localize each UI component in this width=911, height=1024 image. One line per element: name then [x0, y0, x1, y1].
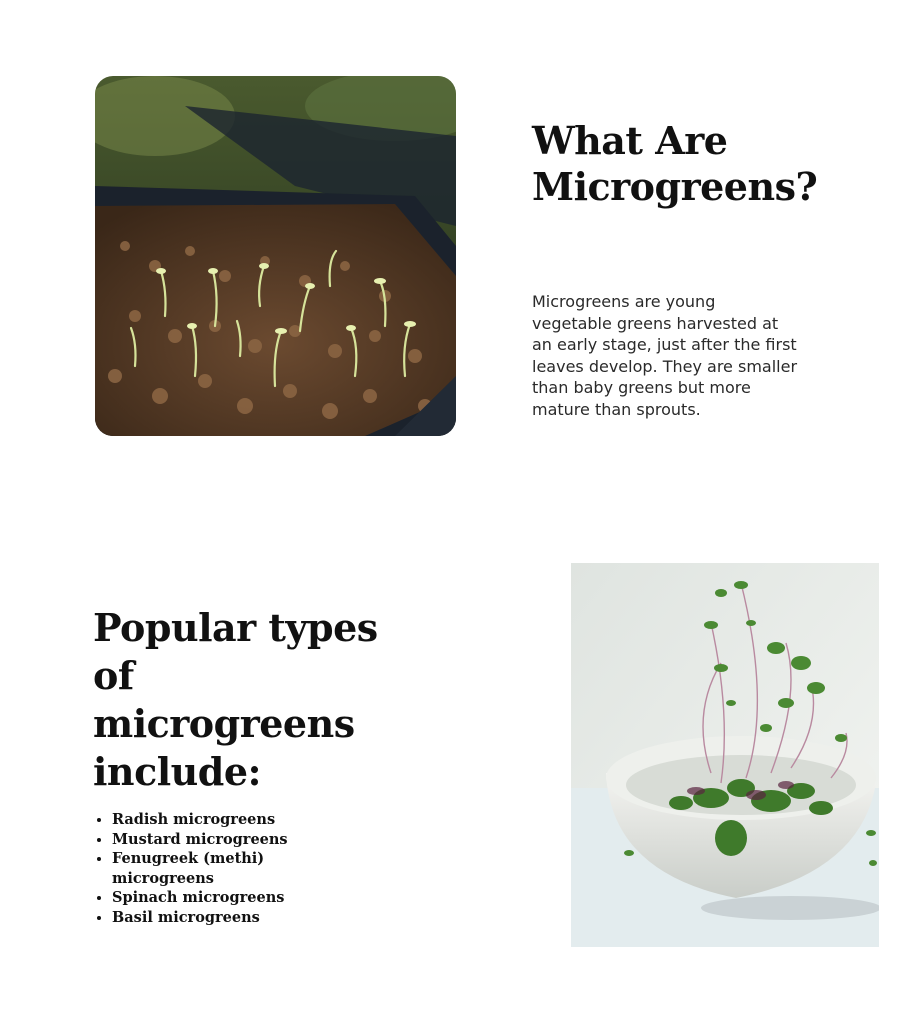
- list-item: • Mustard microgreens: [112, 830, 332, 850]
- list-item: • Basil microgreens: [112, 908, 332, 928]
- intro-paragraph: Microgreens are young vegetable greens harvested at an early stage, just after the first leaves develop. They are smaller than baby greens but more mature than sprouts.: [532, 292, 798, 419]
- types-heading: Popular types of microgreens include:: [93, 605, 378, 794]
- page-title: What Are Microgreens?: [532, 118, 818, 209]
- microgreens-bowl-image: [571, 563, 879, 947]
- sprouts-tray-image: [95, 76, 456, 436]
- list-item: • Spinach microgreens: [112, 888, 332, 908]
- types-list: [94, 810, 332, 927]
- list-item: • Radish microgreens: [112, 810, 332, 830]
- list-item: • Fenugreek (methi) microgreens: [112, 849, 332, 888]
